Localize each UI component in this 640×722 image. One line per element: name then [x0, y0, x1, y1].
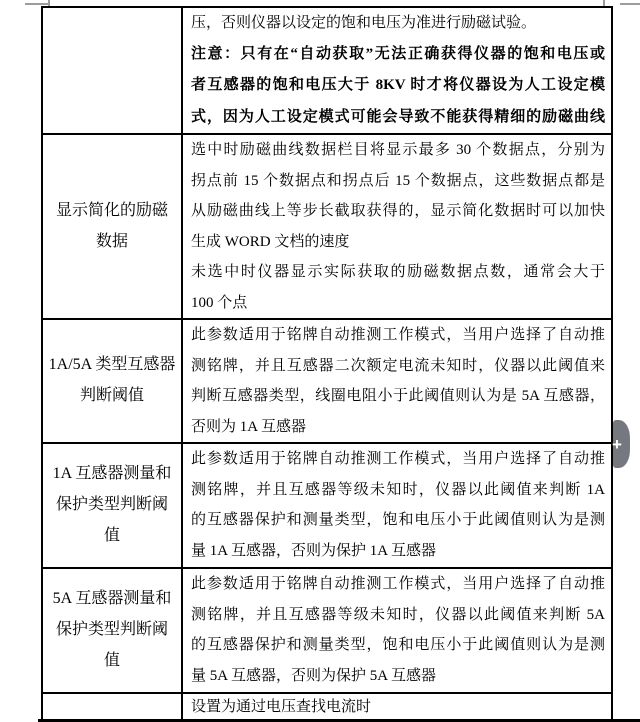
desc-line: 压，否则仪器以设定的饱和电压为准进行励磁试验。: [191, 15, 537, 31]
desc-line: 从励磁曲线上等步长截取获得的，显示简化数据时可以加快: [191, 203, 605, 220]
param-name-line: 5A 互感器测量和: [52, 590, 172, 608]
desc-line-note: 式，因为人工设定模式可能会导致不能获得精细的励磁曲线: [191, 108, 605, 125]
param-desc-cell: [183, 8, 611, 133]
parameter-settings-table: [41, 6, 613, 722]
desc-line: 判断互感器类型，线圈电阻小于此阈值则认为是 5A 互感器，: [191, 388, 605, 405]
table-row-1a-5a-type-threshold: [43, 320, 611, 444]
param-name-line: 数据: [95, 232, 128, 250]
table-row-1a-measure-protect-threshold: [43, 444, 611, 569]
param-name-line: 1A/5A 类型互感器: [48, 356, 176, 374]
table-row-voltage-lookup-current: [43, 694, 611, 722]
table-row-5a-measure-protect-threshold: [43, 569, 611, 694]
page-margin-mark-left-horizontal: [25, 3, 48, 5]
desc-line-note: 注意：只有在“自动获取”无法正确获得仪器的饱和电压或: [191, 46, 605, 63]
param-name-cell: [43, 569, 183, 692]
desc-line: 100 个点: [191, 294, 248, 311]
desc-line: 量 1A 互感器，否则为保护 1A 互感器: [191, 542, 437, 559]
param-name-line: 1A 互感器测量和: [52, 465, 172, 483]
plus-icon[interactable]: +: [612, 435, 622, 454]
param-name-line: 值: [103, 526, 120, 544]
desc-line: 测铭牌，并且互感器二次额定电流未知时，仪器以此阈值来: [191, 357, 605, 374]
param-name-cell: [43, 8, 183, 133]
param-name-cell: [43, 444, 183, 567]
param-desc-cell: [183, 569, 611, 692]
table-row-simplified-excitation-data: [43, 135, 611, 320]
desc-line: 此参数适用于铭牌自动推测工作模式，当用户选择了自动推: [191, 451, 605, 467]
param-name-line: 值: [103, 651, 120, 669]
param-name-cell: [43, 694, 183, 722]
desc-line: 拐点前 15 个数据点和拐点后 15 个数据点，这些数据点都是: [191, 172, 605, 189]
desc-line: 量 5A 互感器，否则为保护 5A 互感器: [191, 667, 437, 684]
param-name-line: 判断阈值: [79, 387, 144, 404]
page-margin-mark-right-horizontal: [620, 3, 640, 5]
table-row-saturation-voltage-note: [43, 8, 611, 135]
desc-line: 选中时励磁曲线数据栏目将显示最多 30 个数据点，分别为: [191, 142, 605, 158]
param-name-line: 显示简化的励磁: [55, 201, 168, 219]
param-name-line: 保护类型判断阈: [55, 496, 168, 514]
param-name-line: 保护类型判断阈: [55, 621, 168, 639]
desc-line: 否则为 1A 互感器: [191, 418, 307, 435]
param-name-cell: [43, 320, 183, 442]
desc-line: 未选中时仪器显示实际获取的励磁数据点数，通常会大于: [191, 264, 605, 281]
desc-line: 测铭牌，并且互感器等级未知时，仪器以此阈值来判断 1A: [191, 481, 605, 498]
desc-line-note: 者互感器的饱和电压大于 8KV 时才将仪器设为人工设定模: [191, 77, 605, 94]
desc-line: 此参数适用于铭牌自动推测工作模式，当用户选择了自动推: [191, 327, 605, 343]
param-desc-cell: [183, 320, 611, 442]
param-desc-cell: [183, 135, 611, 318]
scroll-handle[interactable]: [613, 420, 630, 468]
desc-line: 此参数适用于铭牌自动推测工作模式，当用户选择了自动推: [191, 576, 605, 592]
desc-line: 的互感器保护和测量类型，饱和电压小于此阈值则认为是测: [191, 512, 605, 529]
param-desc-cell: [183, 694, 611, 722]
desc-line: 生成 WORD 文档的速度: [191, 233, 350, 250]
desc-line: 测铭牌，并且互感器等级未知时，仪器以此阈值来判断 5A: [191, 606, 605, 623]
param-desc-cell: [183, 444, 611, 567]
desc-line: 设置为通过电压查找电流时: [191, 699, 372, 715]
desc-line: 的互感器保护和测量类型，饱和电压小于此阈值则认为是测: [191, 637, 605, 654]
param-name-cell: [43, 135, 183, 318]
